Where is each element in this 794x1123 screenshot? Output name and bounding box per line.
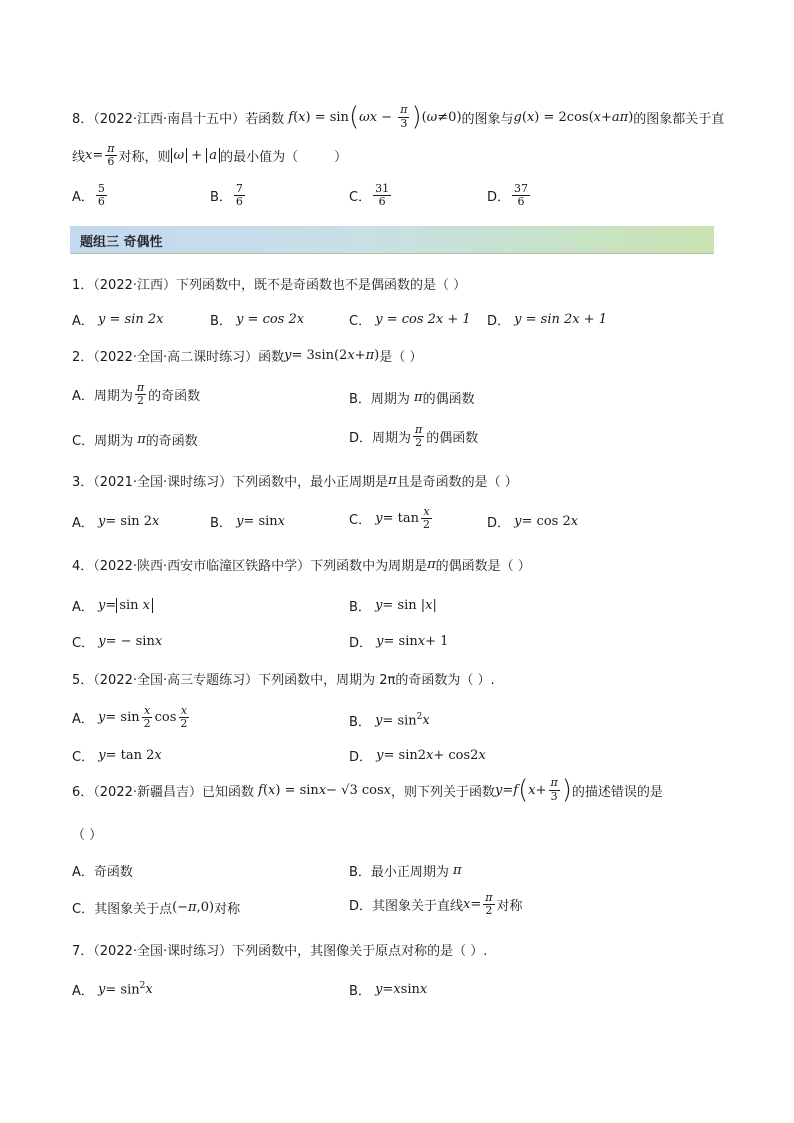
q2-option-a[interactable]: A．周期为 π 2 的奇函数 <box>72 381 201 408</box>
q5-stem: 5．（2022·全国·高三专题练习）下列函数中，周期为 2π的奇函数为（ ）. <box>72 673 495 688</box>
q4-option-a[interactable]: A． y = sin x <box>72 596 153 615</box>
section-banner-title: 题组三 奇偶性 <box>80 235 163 250</box>
q2-stem: 2．（2022·全国·高二课时练习）函数 y = 3sin(2 x + π ) 是（ ） <box>72 348 423 365</box>
q5-option-b[interactable]: B． y = $\sin^2$ x <box>349 712 430 730</box>
q6-option-a[interactable]: A．奇函数 <box>72 865 133 880</box>
q1-stem: 1．（2022·江西）下列函数中，既不是奇函数也不是偶函数的是（ ） <box>72 278 467 293</box>
q8-option-b[interactable]: B． 7 6 <box>210 182 243 209</box>
q6-option-d[interactable]: D．其图象关于直线 x = $\frac{\pi}{2}$ 对称 <box>349 891 523 918</box>
q8-text-mid: 的图象与 <box>461 111 514 127</box>
q7-option-b[interactable]: B． y = x sin x <box>349 982 428 999</box>
q2-option-d[interactable]: D．周期为 π 2 的偶函数 <box>349 423 479 450</box>
q3-option-b[interactable]: B． y = sin x <box>210 514 285 531</box>
q8-pi-6: $\frac{\pi}{6}$ <box>107 142 115 169</box>
q8-prefix: 8．（2022·江西·南昌十五中）若函数 <box>72 111 285 127</box>
q8-line2-c: 的最小值为（ <box>220 150 299 166</box>
q8-text-end: 的图象都关于直 <box>633 111 725 127</box>
q6-paren: （ ） <box>72 828 103 843</box>
q8-line2-d: ） <box>334 150 348 166</box>
q3-stem: 3．（2021·全国·课时练习）下列函数中，最小正周期是 π 且是奇函数的是（ ） <box>72 473 518 490</box>
q6-option-c[interactable]: C．其图象关于点 (− π ,0) 对称 <box>72 900 241 917</box>
q3-option-a[interactable]: A． y = sin 2 x <box>72 514 160 531</box>
q8-line2-b: 对称，则 <box>118 150 171 166</box>
q3-option-c[interactable]: C． y = tan x 2 <box>349 505 430 532</box>
q4-option-b[interactable]: B． y = sin | x | <box>349 598 437 615</box>
q4-option-c[interactable]: C． y = − sin x <box>72 634 163 651</box>
q8-pi-3: $\frac{\pi}{3}$ <box>400 103 408 130</box>
q8-option-d[interactable]: D． 37 6 <box>487 182 529 209</box>
q7-stem: 7．（2022·全国·课时练习）下列函数中，其图像关于原点对称的是（ ）. <box>72 944 488 959</box>
q7-option-a[interactable]: A． y = $\sin^2$ x <box>72 981 153 999</box>
q6-stem: 6．（2022·新疆昌吉）已知函数 f ( x ) = sin x − √3 cos x ，则下列关于函数 y = f ( x + $\frac{\pi}{3}$ ) 的描述错误的是 <box>72 775 663 805</box>
q5-option-a[interactable]: A． y = sin x 2 cos x 2 <box>72 704 188 731</box>
section-banner <box>70 226 714 254</box>
q8-line2: 线 x = $\frac{\pi}{6}$ 对称，则 ω + a 的最小值为（ ） <box>72 142 348 169</box>
q6-option-b[interactable]: B．最小正周期为 π <box>349 863 462 880</box>
q2-option-b[interactable]: B．周期为 π 的偶函数 <box>349 390 475 407</box>
q8-option-a[interactable]: A． 5 6 <box>72 182 105 209</box>
q8-line1: 8．（2022·江西·南昌十五中）若函数 f ( x ) = sin ( ωx − $\frac{\pi}{3}$ ) ( ω ≠0) 的图象与 g ( x ) = 2cos( x + aπ ) 的图象都关于直 <box>72 102 725 132</box>
q1-option-d[interactable]: D． y = sin 2x + 1 <box>487 312 608 329</box>
q8-line2-a: 线 <box>72 150 86 166</box>
q2-option-c[interactable]: C．周期为 π 的奇函数 <box>72 432 198 449</box>
q1-option-a[interactable]: A． y = sin 2x <box>72 312 164 329</box>
q5-option-d[interactable]: D． y = sin2 x + cos2 x <box>349 748 486 765</box>
q1-option-b[interactable]: B． y = cos 2x <box>210 312 305 329</box>
q4-stem: 4．（2022·陕西·西安市临潼区铁路中学）下列函数中为周期是 π 的偶函数是（ ） <box>72 557 531 574</box>
q5-option-c[interactable]: C． y = tan 2 x <box>72 748 162 765</box>
q1-option-c[interactable]: C． y = cos 2x + 1 <box>349 312 471 329</box>
q4-option-d[interactable]: D． y = sin x + 1 <box>349 634 449 651</box>
q3-option-d[interactable]: D． y = cos 2 x <box>487 514 579 531</box>
q8-f-expr: f <box>284 109 294 125</box>
q8-option-c[interactable]: C． 31 6 <box>349 182 390 209</box>
